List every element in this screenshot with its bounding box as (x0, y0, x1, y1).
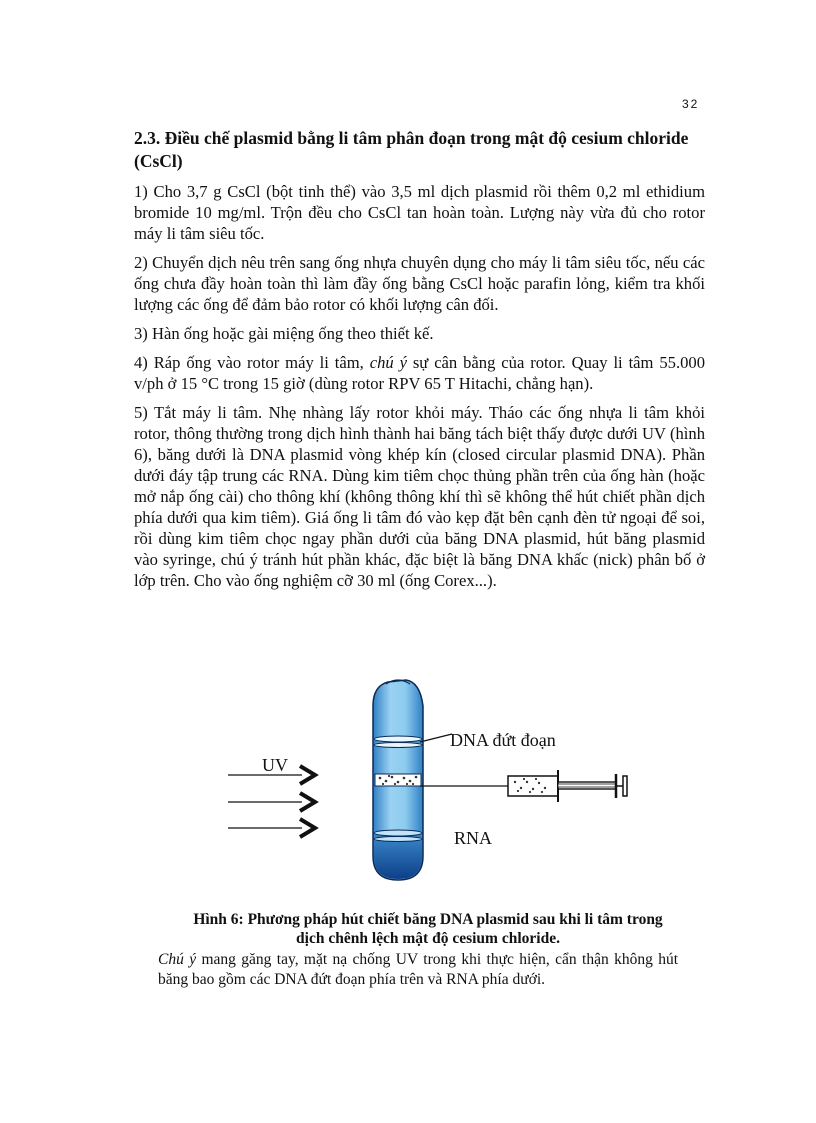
caption-title: Hình 6: Phương pháp hút chiết băng DNA plasmid sau khi li tâm trong dịch chênh lệch mật độ cesium chloride. (193, 911, 663, 947)
step-2: 2) Chuyển dịch nêu trên sang ống nhựa chuyên dụng cho máy li tâm siêu tốc, nếu các ống chưa đầy hoàn toàn thì làm đầy ống bằng CsCl hoặc parafin lỏng, kiểm tra khối lượng các ống để đảm bảo rotor có khối lượng cân đối. (134, 253, 705, 314)
caption-note-emphasis: Chú ý (158, 951, 197, 968)
uv-label: UV (262, 755, 288, 775)
centrifuge-tube (373, 680, 423, 880)
figure-caption (158, 910, 678, 990)
step-4-lead: 4) Ráp ống vào rotor máy li tâm, (134, 353, 370, 372)
dna-leader-line (420, 734, 452, 742)
step-3: 3) Hàn ống hoặc gài miệng ống theo thiết kế. (134, 324, 434, 343)
step-4-emphasis: chú ý (369, 353, 407, 372)
section-content (134, 127, 705, 599)
step-5: 5) Tắt máy li tâm. Nhẹ nhàng lấy rotor khỏi máy. Tháo các ống nhựa li tâm khỏi rotor, thông thường trong dịch hình thành hai băng tách biệt thấy được dưới UV (hình 6), băng dưới là DNA plasmid vòng khép kín (closed circular plasmid DNA). Phần dưới đáy tập trung các RNA. Dùng kim tiêm chọc thủng phần trên của ống hàn (hoặc mở nắp ống cài) cho thông khí (không thông khí thì sẽ không thể hút chiết phần dịch phía dưới qua kim tiêm). Giá ống li tâm đó vào kẹp đặt bên cạnh đèn tử ngoại để soi, rồi dùng kim tiêm chọc ngay phần dưới của băng DNA plasmid, hút băng plasmid vào syringe, chú ý tránh hút phần khác, đặc biệt là băng DNA khấc (nick) phân bố ở lớp trên. Cho vào ống nghiệm cỡ 30 ml (ống Corex...). (134, 403, 705, 590)
uv-arrows (228, 766, 315, 837)
page-number: 32 (682, 97, 700, 111)
dna-broken-label: DNA đứt đoạn (450, 730, 556, 750)
section-heading: 2.3. Điều chế plasmid bằng li tâm phân đoạn trong mật độ cesium chloride (CsCl) (134, 128, 689, 171)
step-4 (134, 352, 705, 394)
syringe-icon (420, 770, 627, 802)
rna-label: RNA (454, 828, 493, 848)
step-1: 1) Cho 3,7 g CsCl (bột tinh thể) vào 3,5 ml dịch plasmid rồi thêm 0,2 ml ethidium bromide 10 mg/ml. Trộn đều cho CsCl tan hoàn toàn. Lượng này vừa đủ cho rotor máy li tâm siêu tốc. (134, 182, 705, 243)
caption-note (158, 950, 678, 990)
figure-6 (220, 678, 650, 888)
step-4-rest: sự cân bằng của rotor. Quay li tâm 55.000 v/ph ở 15 °C trong 15 giờ (dùng rotor RPV 65 T Hitachi, chẳng hạn). (134, 353, 705, 393)
caption-note-text: mang găng tay, mặt nạ chống UV trong khi thực hiện, cẩn thận không hút băng bao gồm các DNA đứt đoạn phía trên và RNA phía dưới. (158, 951, 679, 988)
centrifuge-diagram (220, 678, 650, 888)
